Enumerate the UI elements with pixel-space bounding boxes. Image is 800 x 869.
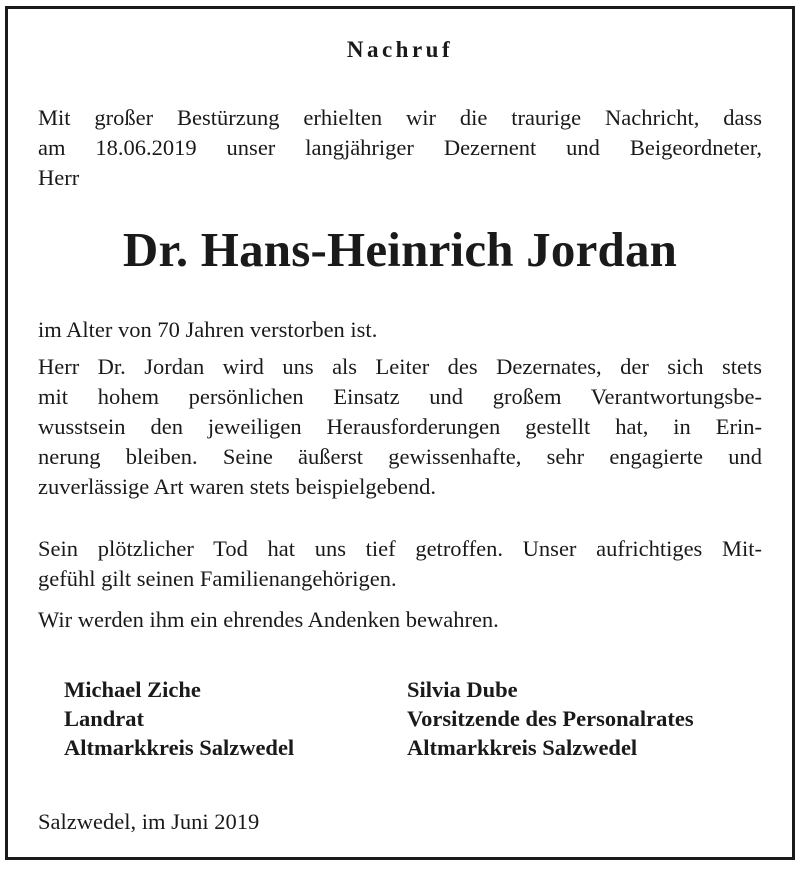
place-date: Salzwedel, im Juni 2019 [38,809,260,834]
intro-line: Mit großer Bestürzung erhielten wir die traurige Nachricht, dass [38,105,762,130]
tribute-line: nerung bleiben. Seine äußerst gewissenhafte, sehr engagierte und [38,444,762,469]
signatory-right [407,675,694,762]
signatory-organization: Altmarkkreis Salzwedel [64,735,295,760]
age-line: im Alter von 70 Jahren verstorben ist. [38,317,378,342]
tribute-line: zuverlässige Art waren stets beispielgebend. [38,474,437,499]
signatory-role: Vorsitzende des Personalrates [407,706,694,731]
deceased-name: Dr. Hans-Heinrich Jordan [122,222,678,277]
signatory-organization: Altmarkkreis Salzwedel [407,735,638,760]
intro-line: am 18.06.2019 unser langjähriger Dezernent und Beigeordneter, [38,135,762,160]
notice-border [5,6,795,860]
intro-line: Herr [38,165,80,190]
tribute-line: wusstsein den jeweiligen Herausforderungen gestellt hat, in Erin- [38,414,762,439]
age-paragraph [38,315,762,345]
tribute-paragraph [38,352,762,502]
tribute-line: Herr Dr. Jordan wird uns als Leiter des Dezernates, der sich stets [38,354,762,379]
notice-title: Nachruf [346,37,454,62]
condolence-line: gefühl gilt seinen Familienangehörigen. [38,566,397,591]
signatory-role: Landrat [64,706,145,731]
condolence-line: Sein plötzlicher Tod hat uns tief getroffen. Unser aufrichtiges Mit- [38,536,762,561]
condolence-paragraph [38,534,762,594]
signatory-name: Michael Ziche [64,677,201,702]
signatory-left [64,675,294,762]
closing-paragraph [38,605,762,635]
intro-paragraph [38,103,762,193]
tribute-line: mit hohem persönlichen Einsatz und großem Verantwortungsbe- [38,384,762,409]
closing-line: Wir werden ihm ein ehrendes Andenken bewahren. [38,607,499,632]
signatory-name: Silvia Dube [407,677,518,702]
